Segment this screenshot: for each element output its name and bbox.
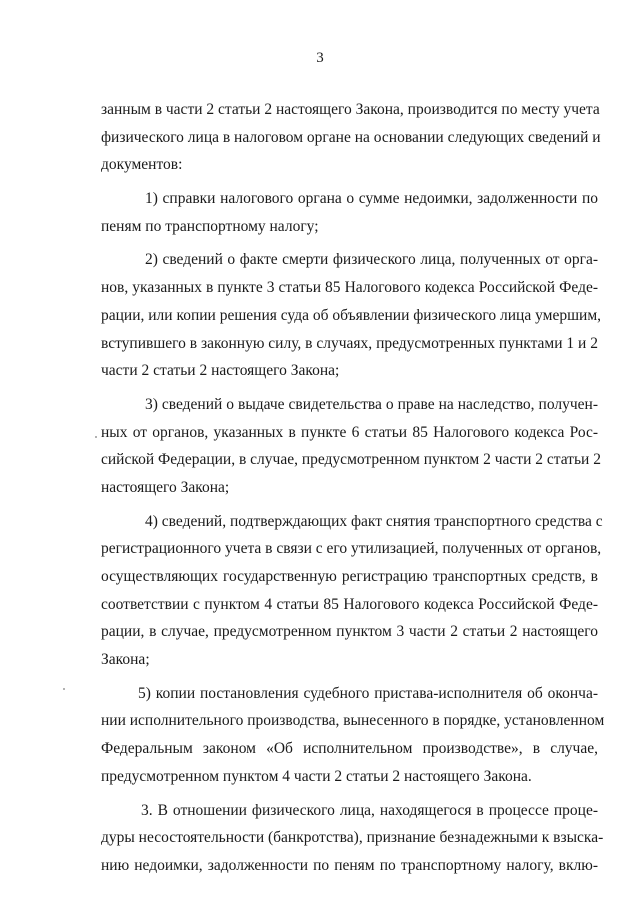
text-line: нию недоимки, задолженности по пеням по транспортному налогу, вклю- <box>101 856 598 874</box>
text-line: пеням по транспортному налогу; <box>101 217 319 235</box>
text-line: регистрационного учета в связи с его утилизацией, полученных от органов, <box>101 540 602 558</box>
text-line: осуществляющих государственную регистрацию транспортных средств, в <box>101 568 598 585</box>
text-line: нов, указанных в пункте 3 статьи 85 Налогового кодекса Российской Феде- <box>101 279 598 297</box>
page-number: 3 <box>316 50 324 66</box>
text-line: 3. В отношении физического лица, находящегося в процессе проце- <box>141 801 598 819</box>
text-line: документов: <box>101 156 183 174</box>
text-line: соответствии с пунктом 4 статьи 85 Налогового кодекса Российской Феде- <box>101 595 598 613</box>
body-text <box>101 96 605 880</box>
text-line: 4) сведений, подтверждающих факт снятия транспортного средства с <box>145 512 603 530</box>
text-line: занным в части 2 статьи 2 настоящего Закона, производится по месту учета <box>101 101 600 118</box>
text-line: физического лица в налоговом органе на основании следующих сведений и <box>101 128 601 146</box>
text-line: 1) справки налогового органа о сумме недоимки, задолженности по <box>145 190 598 208</box>
scan-speck <box>95 436 97 438</box>
text-line: настоящего Закона; <box>101 478 230 496</box>
text-line: Федеральным законом «Об исполнительном производстве», в случае, <box>101 740 598 758</box>
text-line: рации, в случае, предусмотренном пунктом 3 части 2 статьи 2 настоящего <box>101 623 598 641</box>
scan-speck <box>63 688 65 690</box>
text-line: вступившего в законную силу, в случаях, предусмотренных пунктами 1 и 2 <box>101 334 598 352</box>
text-line: 3) сведений о выдаче свидетельства о праве на наследство, получен- <box>145 395 598 413</box>
text-line: Закона; <box>101 651 150 669</box>
text-line: части 2 статьи 2 настоящего Закона; <box>101 362 340 380</box>
text-line: нии исполнительного производства, вынесенного в порядке, установленном <box>101 712 605 730</box>
text-line: 5) копии постановления судебного пристава-исполнителя об оконча- <box>138 684 598 702</box>
text-line: ных от органов, указанных в пункте 6 статьи 85 Налогового кодекса Рос- <box>101 423 598 441</box>
text-line: сийской Федерации, в случае, предусмотренном пунктом 2 части 2 статьи 2 <box>101 451 601 469</box>
text-line: предусмотренном пунктом 4 части 2 статьи 2 настоящего Закона. <box>101 767 532 785</box>
text-line: 2) сведений о факте смерти физического лица, полученных от орга- <box>145 251 598 269</box>
text-line: рации, или копии решения суда об объявлении физического лица умершим, <box>101 306 602 324</box>
text-line: дуры несостоятельности (банкротства), признание безнадежными к взыска- <box>101 829 604 847</box>
